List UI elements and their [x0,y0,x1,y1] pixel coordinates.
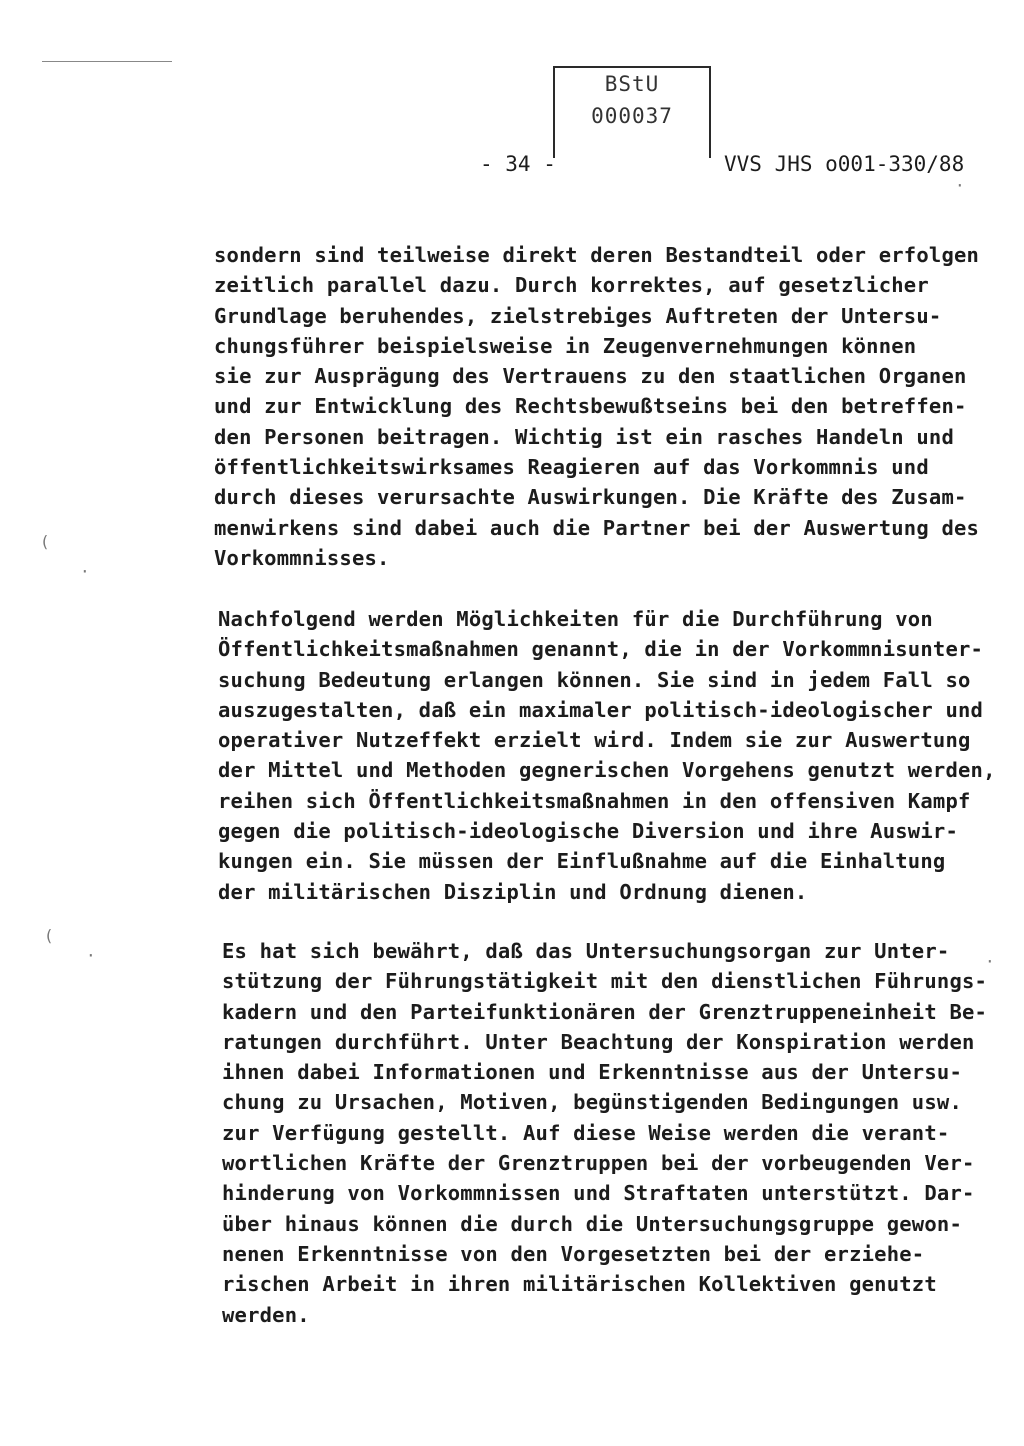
punch-hole-mark: ( [44,926,54,945]
paragraph-2 [218,604,996,907]
paragraph-3 [222,936,988,1330]
text-line: Nachfolgend werden Möglichkeiten für die Durchführung von [218,607,933,631]
text-line: zur Verfügung gestellt. Auf diese Weise werden die verant- [222,1120,950,1145]
archive-stamp [553,66,711,158]
text-line: rischen Arbeit in ihren militärischen Kollektiven genutzt [222,1272,937,1297]
text-line: zeitlich parallel dazu. Durch korrektes, auf gesetzlicher [214,273,929,298]
stamp-line-2: 000037 [591,104,673,128]
paragraph-1 [214,240,980,573]
text-line: Öffentlichkeitsmaßnahmen genannt, die in der Vorkommnisunter- [218,637,984,662]
text-line: kungen ein. Sie müssen der Einflußnahme auf die Einhaltung [218,849,946,874]
text-line: auszugestalten, daß ein maximaler politisch-ideologischer und [218,697,984,722]
scan-speck: · [80,562,90,581]
text-line: kadern und den Parteifunktionären der Grenztruppeneinheit Be- [222,999,988,1024]
text-line: gegen die politisch-ideologische Diversion und ihre Auswir- [218,819,958,844]
text-line: durch dieses verursachte Auswirkungen. Die Kräfte des Zusam- [214,485,967,510]
text-line: Es hat sich bewährt, daß das Untersuchungsorgan zur Unter- [222,939,950,963]
text-line: chung zu Ursachen, Motiven, begünstigenden Bedingungen usw. [222,1090,962,1115]
stamp-line-1: BStU [604,72,660,96]
top-rule [42,61,172,62]
text-line: operativer Nutzeffekt erzielt wird. Indem sie zur Auswertung [218,728,971,753]
text-line: über hinaus können die durch die Untersuchungsgruppe gewon- [222,1211,962,1236]
scan-speck: · [86,946,96,965]
text-line: und zur Entwicklung des Rechtsbewußtseins bei den betreffen- [214,394,967,419]
text-line: Vorkommnisses. [214,545,390,570]
text-line: den Personen beitragen. Wichtig ist ein rasches Handeln und [214,424,954,449]
punch-hole-mark: ( [40,532,50,551]
text-line: öffentlichkeitswirksames Reagieren auf das Vorkommnis und [214,455,929,480]
text-line: sondern sind teilweise direkt deren Bestandteil oder erfolgen [214,243,980,267]
text-line: der Mittel und Methoden gegnerischen Vorgehens genutzt werden, [218,758,996,783]
text-line: sie zur Ausprägung des Vertrauens zu den staatlichen Organen [214,364,967,389]
text-line: reihen sich Öffentlichkeitsmaßnahmen in den offensiven Kampf [218,788,971,813]
text-line: werden. [222,1302,310,1327]
text-line: menwirkens sind dabei auch die Partner bei der Auswertung des [214,515,980,540]
scan-speck: · [985,952,995,971]
text-line: der militärischen Disziplin und Ordnung dienen. [218,879,808,904]
text-line: ratungen durchführt. Unter Beachtung der Konspiration werden [222,1029,975,1054]
scan-speck: · [955,176,965,195]
text-line: wortlichen Kräfte der Grenztruppen bei der vorbeugenden Ver- [222,1151,975,1176]
text-line: nenen Erkenntnisse von den Vorgesetzten bei der erziehe- [222,1241,925,1266]
text-line: Grundlage beruhendes, zielstrebiges Auftreten der Untersu- [214,303,942,328]
text-line: suchung Bedeutung erlangen können. Sie sind in jedem Fall so [218,667,971,692]
text-line: stützung der Führungstätigkeit mit den dienstlichen Führungs- [222,969,988,994]
text-line: ihnen dabei Informationen und Erkenntnisse aus der Untersu- [222,1060,962,1085]
page-number: - 34 - [480,152,556,176]
text-line: hinderung von Vorkommnissen und Straftaten unterstützt. Dar- [222,1181,975,1206]
text-line: chungsführer beispielsweise in Zeugenvernehmungen können [214,333,917,358]
document-reference: VVS JHS o001-330/88 [724,152,965,176]
